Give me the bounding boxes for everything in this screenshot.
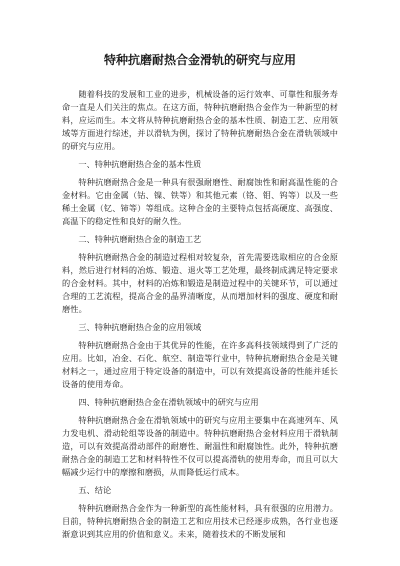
section-paragraph-4: 特种抗磨耐热合金在滑轨领域中的研究与应用主要集中在高速列车、风力发电机、滑动轮组等设备的制造中。特种抗磨耐热合金材料应用于滑轨制造，可以有效提高滑动部件的耐磨性、耐温性和耐腐蚀性。此外，特种抗磨耐热合金的制造工艺和材料特性不仅可以提高滑轨的使用寿命，而且可以大幅减少运行中的摩擦和磨损，从而降低运行成本。: [62, 415, 338, 477]
section-heading-3: 三、特种抗磨耐热合金的应用领域: [78, 322, 202, 332]
section-heading-2: 二、特种抗磨耐热合金的制造工艺: [78, 234, 202, 244]
section-paragraph-2: 特种抗磨耐热合金的制造过程相对较复杂，首先需要选取相应的合金原料，然后进行材料的冶炼、锻造、退火等工艺处理，最终制成满足特定要求的合金材料。其中，材料的冶炼和锻造是制造过程中的关键环节，可以通过合理的工艺流程，提高合金的晶界清晰度，从而增加材料的强度、硬度和耐磨性。: [62, 252, 338, 314]
section-heading-4: 四、特种抗磨耐热合金在滑轨领域中的研究与应用: [78, 397, 259, 407]
intro-paragraph: 随着科技的发展和工业的进步，机械设备的运行效率、可靠性和服务寿命一直是人们关注的焦点。在这方面，特种抗磨耐热合金作为一种新型的材料，应运而生。本文将从特种抗磨耐热合金的基本性质、制造工艺、应用领域等方面进行综述，并以滑轨为例，探讨了特种抗磨耐热合金在滑轨领域中的研究与应用。: [62, 89, 338, 151]
section-heading-1: 一、特种抗磨耐热合金的基本性质: [78, 159, 202, 169]
section-paragraph-1: 特种抗磨耐热合金是一种具有很强耐磨性、耐腐蚀性和耐高温性能的合金材料。它由金属（钴、镍、铁等）和其他元素（铬、钼、钨等）以及一些稀土金属（钇、铈等）等组成。这种合金的主要特点包括高硬度、高强度、高温下的稳定性和良好的耐久性。: [62, 177, 338, 226]
section-paragraph-3: 特种抗磨耐热合金由于其优异的性能，在许多高科技领域得到了广泛的应用。比如，冶金、石化、航空、制造等行业中，特种抗磨耐热合金是关键材料之一，通过应用于特定设备的制造中，可以有效提高设备的性能并延长设备的使用寿命。: [62, 340, 338, 389]
section-heading-5: 五、结论: [78, 485, 112, 495]
section-paragraph-5: 特种抗磨耐热合金作为一种新型的高性能材料，具有很强的应用潜力。目前，特种抗磨耐热合金的制造工艺和应用技术已经逐步成熟，各行业也逐渐意识到其应用的价值和意义。未来，随着技术的不断发展和: [62, 503, 338, 539]
document-title: 特种抗磨耐热合金滑轨的研究与应用: [103, 53, 296, 67]
